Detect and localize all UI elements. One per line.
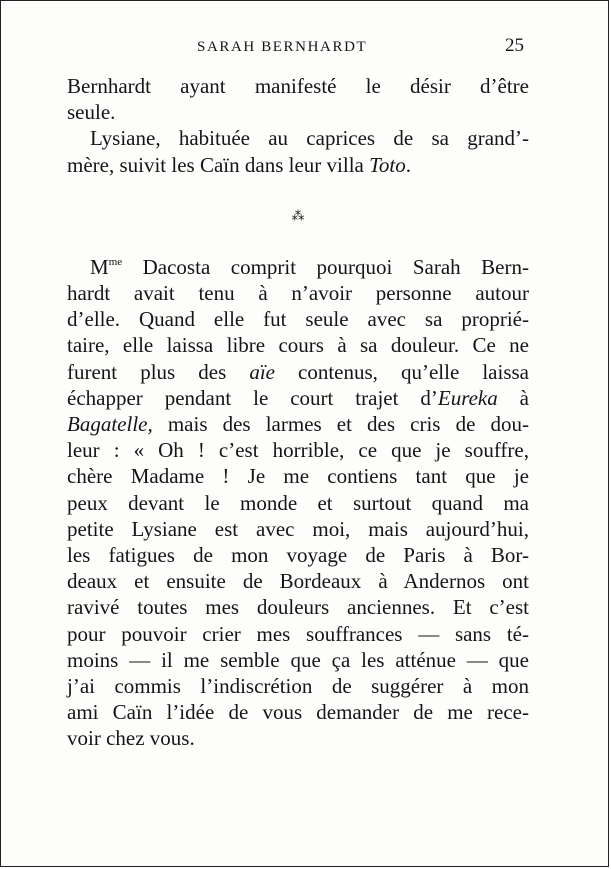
italic-title: Toto [369, 152, 406, 177]
text-line [67, 411, 529, 437]
text-line: les fatigues de mon voyage de Paris à Bor- [67, 543, 529, 568]
text-segment: mère, suivit les Caïn dans leur villa [67, 152, 370, 177]
text-segment: contenus, qu’elle laissa [274, 359, 529, 384]
italic-place-name: Bagatelle, [67, 412, 153, 437]
text-segment: Dacosta comprit pourquoi Sarah Bern- [122, 254, 529, 279]
text-segment: mais des larmes et des cris de dou- [152, 412, 529, 437]
text-line: leur : « Oh ! c’est horrible, ce que je souffre, [67, 438, 529, 463]
italic-word: aïe [249, 359, 275, 384]
text-segment: M [90, 254, 109, 279]
page-header [67, 35, 524, 57]
text-segment: à [497, 385, 530, 410]
text-line: d’elle. Quand elle fut seule avec sa proprié- [67, 307, 529, 332]
text-segment: . [405, 152, 411, 177]
text-line: peux devant le monde et surtout quand ma [67, 490, 529, 515]
text-line [67, 359, 529, 385]
text-segment: furent plus des [67, 359, 250, 384]
text-segment: échapper pendant le court trajet d’ [67, 385, 438, 410]
text-line: j’ai commis l’indiscrétion de suggérer à mon [67, 674, 529, 699]
text-line: pour pouvoir crier mes souffrances — sans té- [67, 621, 529, 646]
text-line: voir chez vous. [67, 726, 195, 751]
italic-place-name: Eureka [437, 385, 498, 410]
text-line: moins — il me semble que ça les atténue — que [67, 647, 529, 672]
section-ornament: ⁂ [291, 207, 305, 223]
text-line: petite Lysiane est avec moi, mais aujourd’hui, [67, 516, 529, 541]
text-line: deaux et ensuite de Bordeaux à Andernos ont [67, 569, 529, 594]
text-line: Bernhardt ayant manifesté le désir d’être [67, 74, 529, 98]
paragraph-1 [67, 73, 529, 125]
page-body [67, 73, 529, 752]
text-line: seule. [67, 100, 116, 125]
text-line [67, 385, 529, 411]
paragraph-2 [67, 125, 529, 177]
running-title: SARAH BERNHARDT [197, 39, 368, 55]
text-line: taire, elle laissa libre cours à sa douleur. Ce ne [67, 333, 529, 358]
superscript-abbrev: me [108, 255, 123, 268]
text-line [67, 254, 529, 280]
page-number: 25 [505, 35, 524, 56]
paragraph-3 [67, 254, 529, 752]
text-line: ami Caïn l’idée de vous demander de me rece- [67, 700, 529, 725]
text-line [67, 152, 529, 178]
text-line: chère Madame ! Je me contiens tant que je [67, 464, 529, 489]
text-line: hardt avait tenu à n’avoir personne autour [67, 281, 529, 306]
text-line: ravivé toutes mes douleurs anciennes. Et c’est [67, 595, 529, 620]
text-line: Lysiane, habituée au caprices de sa grand’- [90, 126, 529, 151]
